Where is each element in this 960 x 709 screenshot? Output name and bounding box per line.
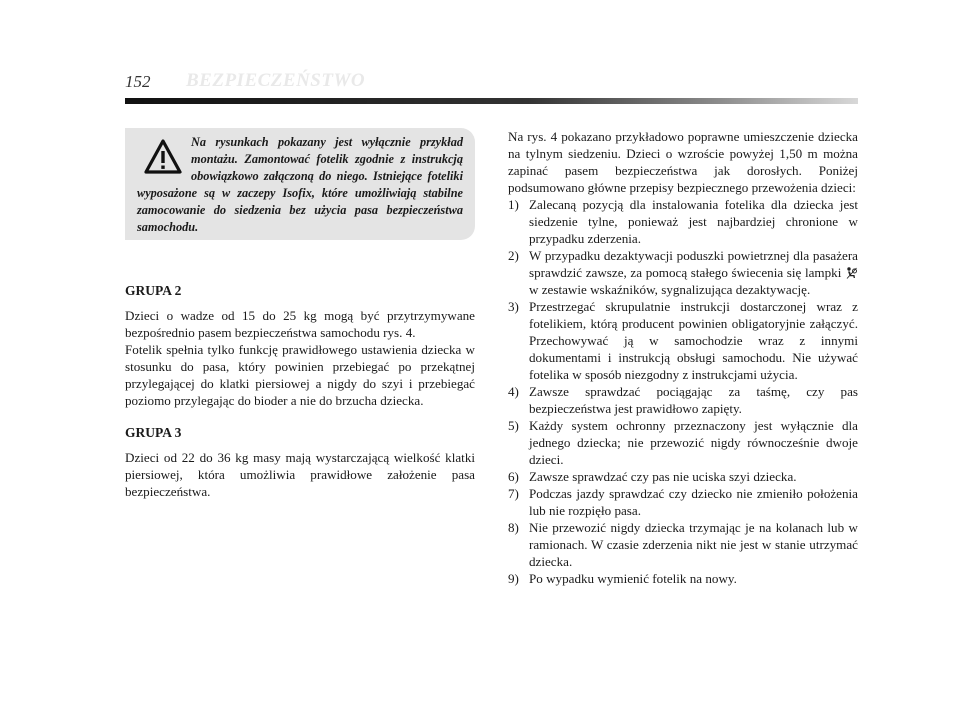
warning-box [125, 128, 475, 240]
rule-text: Zalecaną pozycją dla instalowania fotelika dla dziecka jest siedzenie tylne, ponieważ jest najbardziej chronione w przypadku zderzenia. [529, 197, 858, 246]
group3-heading: GRUPA 3 [125, 425, 182, 440]
group2-heading: GRUPA 2 [125, 283, 182, 298]
rule-text-before-icon: W przypadku dezaktywacji poduszki powietrznej dla pasażera sprawdzić zawsze, za pomocą stałego świecenia się lampki [529, 248, 858, 280]
rule-item [508, 468, 858, 485]
warning-text: Na rysunkach pokazany jest wyłącznie przykład montażu. Zamontować fotelik zgodnie z instrukcją obowiązkowo załączoną do niego. Istniejące foteliki wyposażone są w zaczepy Isofix, które umożliwiają stabilne zamocowanie do siedzenia bez użycia pasa bezpieczeństwa samochodu. [137, 135, 463, 234]
rule-number: 5) [508, 418, 519, 433]
page-header [125, 68, 865, 98]
warning-triangle-icon [143, 138, 183, 176]
rule-item [508, 570, 858, 587]
group2-paragraph [125, 307, 475, 409]
group3-paragraph: Dzieci od 22 do 36 kg masy mają wystarczającą wielkość klatki piersiowej, która umożliwia prawidłowe założenie pasa bezpieczeństwa. [125, 450, 475, 499]
rule-item [508, 298, 858, 383]
rule-item [508, 196, 858, 247]
rules-list [508, 196, 858, 587]
rule-number: 2) [508, 248, 519, 263]
left-column [125, 282, 475, 515]
rule-number: 8) [508, 520, 519, 535]
rule-number: 7) [508, 486, 519, 501]
rule-text [529, 247, 858, 298]
rule-text: Podczas jazdy sprawdzać czy dziecko nie zmieniło położenia lub nie rozpięło pasa. [529, 486, 858, 518]
rules-intro: Na rys. 4 pokazano przykładowo poprawne umieszczenie dziecka na tylnym siedzeniu. Dzieci o wzroście powyżej 1,50 m można zapinać pasem bezpieczeństwa jak dorosłych. Poniżej podsumowano główne przepisy bezpiecznego przewożenia dzieci: [508, 129, 858, 195]
airbag-off-icon [846, 267, 857, 279]
rule-text: Zawsze sprawdzać czy pas nie uciska szyi dziecka. [529, 469, 797, 484]
rule-text: Po wypadku wymienić fotelik na nowy. [529, 571, 737, 586]
page-number: 152 [125, 72, 151, 91]
rule-number: 9) [508, 571, 519, 586]
section-title: BEZPIECZEŃSTWO [186, 70, 366, 91]
rule-number: 1) [508, 197, 519, 212]
group2-paragraph2: Fotelik spełnia tylko funkcję prawidłowego ustawienia dziecka w stosunku do pasa, który powinien przebiegać po przekątnej przylegającej do klatki piersiowej a nigdy do szyi i przebiegać poziomo przylegając do bioder a nie do brzucha dziecka. [125, 342, 475, 408]
rule-number: 6) [508, 469, 519, 484]
rule-text: Przestrzegać skrupulatnie instrukcji dostarczonej wraz z fotelikiem, którą producent powinien obligatoryjnie załączyć. Przechowywać ją w samochodzie wraz z innymi dokumentami i instrukcją obsługi samochodu. Nie używać fotelika w sposób niezgodny z instrukcjami użycia. [529, 299, 858, 382]
rule-text-after-icon: w zestawie wskaźników, sygnalizująca dezaktywację. [529, 282, 811, 297]
rule-text: Nie przewozić nigdy dziecka trzymając je na kolanach lub w ramionach. W czasie zderzenia nikt nie jest w stanie utrzymać dziecka. [529, 520, 858, 569]
rule-number: 3) [508, 299, 519, 314]
rule-item [508, 485, 858, 519]
rule-text: Każdy system ochronny przeznaczony jest wyłącznie dla jednego dziecka; nie przewozić nigdy równocześnie dwoje dzieci. [529, 418, 858, 467]
rule-item [508, 519, 858, 570]
rule-number: 4) [508, 384, 519, 399]
rule-item [508, 417, 858, 468]
group2-paragraph1: Dzieci o wadze od 15 do 25 kg mogą być przytrzymywane bezpośrednio pasem bezpieczeństwa samochodu rys. 4. [125, 308, 475, 340]
rule-text: Zawsze sprawdzać pociągając za taśmę, czy pas bezpieczeństwa jest prawidłowo zapięty. [529, 384, 858, 416]
header-rule [125, 98, 858, 104]
right-column [508, 128, 858, 587]
rule-item [508, 383, 858, 417]
rule-item [508, 247, 858, 298]
